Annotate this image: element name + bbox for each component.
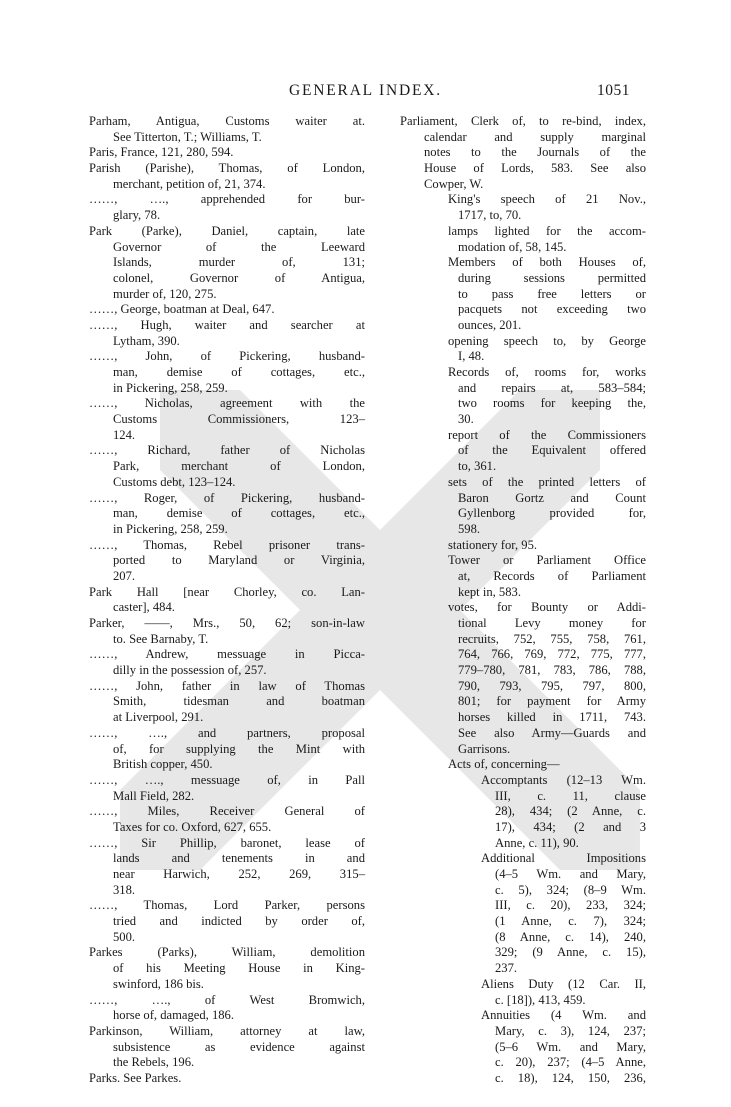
index-line: Parkinson, William, attorney at law, xyxy=(89,1023,365,1038)
index-line: Accomptants (12–13 Wm. xyxy=(481,772,646,787)
index-line: Annuities (4 Wm. and xyxy=(481,1008,646,1023)
page-header xyxy=(0,82,731,102)
index-line: 1717, to, 70. xyxy=(458,208,522,223)
index-line: sets of the printed letters of xyxy=(448,474,646,489)
index-line: 598. xyxy=(458,521,481,536)
index-line: 124. xyxy=(113,427,136,442)
index-line: Acts of, concerning— xyxy=(448,757,560,772)
index-line: kept in, 583. xyxy=(458,584,521,599)
index-line: Members of both Houses of, xyxy=(448,255,646,270)
index-line: ported to Maryland or Virginia, xyxy=(113,553,365,568)
index-line: ……, John, of Pickering, husband- xyxy=(89,349,365,364)
index-line: Islands, murder of, 131; xyxy=(113,255,365,270)
index-line: horse of, damaged, 186. xyxy=(113,1008,235,1023)
page-number: 1051 xyxy=(597,82,630,99)
index-line: ……, Miles, Receiver General of xyxy=(89,804,365,819)
index-line: in Pickering, 258, 259. xyxy=(113,380,228,395)
index-line: 207. xyxy=(113,568,136,583)
index-line: near Harwich, 252, 269, 315– xyxy=(113,867,365,881)
index-line: I, 48. xyxy=(458,349,485,364)
index-line: swinford, 186 bis. xyxy=(113,976,204,991)
index-line: of, for supplying the Mint with xyxy=(113,741,365,756)
index-line: Taxes for co. Oxford, 627, 655. xyxy=(113,819,272,834)
index-line: Governor of the Leeward xyxy=(113,239,365,254)
index-line: ……, Roger, of Pickering, husband- xyxy=(89,490,365,505)
index-line: Park Hall [near Chorley, co. Lan- xyxy=(89,584,365,599)
index-line: Aliens Duty (12 Car. II, xyxy=(481,976,646,991)
index-line: (4–5 Wm. and Mary, xyxy=(495,867,646,881)
index-line: lamps lighted for the accom- xyxy=(448,223,646,238)
index-line: ……, Hugh, waiter and searcher at xyxy=(89,317,365,332)
index-line: report of the Commissioners xyxy=(448,427,646,442)
index-line: Parkes (Parks), William, demolition xyxy=(89,945,365,960)
index-line: Lytham, 390. xyxy=(113,333,180,348)
index-line: House of Lords, 583. See also xyxy=(424,161,646,176)
index-line: See Titterton, T.; Williams, T. xyxy=(113,129,262,144)
index-line: Parham, Antigua, Customs waiter at. xyxy=(89,114,365,128)
index-line: Garrisons. xyxy=(458,741,511,756)
index-line: 30. xyxy=(458,412,474,427)
index-column-left xyxy=(89,114,365,1087)
index-line: to, 361. xyxy=(458,459,497,474)
index-line: recruits, 752, 755, 758, 761, xyxy=(458,631,646,646)
index-line: during sessions permitted xyxy=(458,270,646,285)
index-line: Park, merchant of London, xyxy=(113,459,365,474)
index-line: ……, …., and partners, proposal xyxy=(89,725,365,740)
index-line: Gyllenborg provided for, xyxy=(458,506,646,521)
index-line: to pass free letters or xyxy=(458,286,646,301)
index-line: 28), 434; (2 Anne, c. xyxy=(495,804,646,819)
index-line: ……, Sir Phillip, baronet, lease of xyxy=(89,835,365,850)
index-line: III, c. 11, clause xyxy=(495,788,646,803)
index-line: to. See Barnaby, T. xyxy=(113,631,209,646)
index-line: 17), 434; (2 and 3 xyxy=(495,819,646,834)
index-line: subsistence as evidence against xyxy=(113,1039,365,1054)
index-line: Additional Impositions xyxy=(481,851,646,866)
index-line: Park (Parke), Daniel, captain, late xyxy=(89,223,365,238)
index-line: ……, Thomas, Lord Parker, persons xyxy=(89,898,365,913)
index-line: Cowper, W. xyxy=(424,176,484,191)
index-line: dilly in the possession of, 257. xyxy=(113,663,267,678)
index-line: and repairs at, 583–584; xyxy=(458,380,646,395)
index-line: ……, …., of West Bromwich, xyxy=(89,992,365,1007)
index-line: of his Meeting House in King- xyxy=(113,961,365,976)
index-line: Customs debt, 123–124. xyxy=(113,474,236,489)
index-line: pacquets not exceeding two xyxy=(458,302,646,317)
index-line: British copper, 450. xyxy=(113,757,213,772)
index-line: of the Equivalent offered xyxy=(458,443,646,458)
index-line: (1 Anne, c. 7), 324; xyxy=(495,914,646,929)
index-line: horses killed in 1711, 743. xyxy=(458,710,646,725)
index-line: c. 20), 237; (4–5 Anne, xyxy=(495,1055,646,1070)
index-line: ……, …., apprehended for bur- xyxy=(89,192,365,207)
index-line: merchant, petition of, 21, 374. xyxy=(113,176,266,191)
index-line: Parks. See Parkes. xyxy=(89,1070,182,1085)
index-line: Paris, France, 121, 280, 594. xyxy=(89,145,234,160)
index-line: the Rebels, 196. xyxy=(113,1055,195,1070)
index-line: Customs Commissioners, 123– xyxy=(113,412,365,427)
index-line: opening speech to, by George xyxy=(448,333,646,348)
index-line: 329; (9 Anne, c. 15), xyxy=(495,945,646,960)
index-line: c. [18]), 413, 459. xyxy=(495,992,586,1007)
index-line: (5–6 Wm. and Mary, xyxy=(495,1039,646,1054)
index-line: man, demise of cottages, etc., xyxy=(113,365,365,379)
index-line: Baron Gortz and Count xyxy=(458,490,646,505)
index-line: c. 5), 324; (8–9 Wm. xyxy=(495,882,646,897)
index-line: 790, 793, 795, 797, 800, xyxy=(458,678,646,693)
index-line: Tower or Parliament Office xyxy=(448,553,646,568)
index-line: colonel, Governor of Antigua, xyxy=(113,270,365,285)
index-line: two rooms for keeping the, xyxy=(458,396,646,411)
index-line: stationery for, 95. xyxy=(448,537,538,552)
index-line: Smith, tidesman and boatman xyxy=(113,694,365,709)
running-title: GENERAL INDEX. xyxy=(289,82,442,99)
index-line: Records of, rooms for, works xyxy=(448,365,646,379)
index-line: at Liverpool, 291. xyxy=(113,710,204,725)
index-line: ounces, 201. xyxy=(458,317,522,332)
index-line: III, c. 20), 233, 324; xyxy=(495,898,646,913)
index-line: at, Records of Parliament xyxy=(458,568,646,583)
index-line: ……, Thomas, Rebel prisoner trans- xyxy=(89,537,365,552)
index-line: 318. xyxy=(113,882,136,897)
index-line: caster], 484. xyxy=(113,600,175,615)
index-line: ……, Nicholas, agreement with the xyxy=(89,396,365,411)
index-line: 764, 766, 769, 772, 775, 777, xyxy=(458,647,646,662)
index-line: 801; for payment for Army xyxy=(458,694,646,709)
index-line: Anne, c. 11), 90. xyxy=(495,835,579,850)
index-line: votes, for Bounty or Addi- xyxy=(448,600,646,615)
index-line: Parish (Parishe), Thomas, of London, xyxy=(89,161,365,176)
index-line: lands and tenements in and xyxy=(113,851,365,866)
index-line: See also Army—Guards and xyxy=(458,725,646,740)
index-line: calendar and supply marginal xyxy=(424,129,646,144)
index-line: 237. xyxy=(495,961,518,976)
index-line: 779–780, 781, 783, 786, 788, xyxy=(458,663,646,678)
index-line: Mary, c. 3), 124, 237; xyxy=(495,1023,646,1038)
index-line: tried and indicted by order of, xyxy=(113,914,365,929)
index-line: ……, George, boatman at Deal, 647. xyxy=(89,302,275,317)
index-line: ……, Richard, father of Nicholas xyxy=(89,443,365,458)
index-column-right xyxy=(400,114,646,1087)
index-line: Mall Field, 282. xyxy=(113,788,195,803)
index-line: Parker, ——, Mrs., 50, 62; son-in-law xyxy=(89,616,365,630)
index-line: (8 Anne, c. 14), 240, xyxy=(495,929,646,944)
index-line: ……, John, father in law of Thomas xyxy=(89,678,365,693)
index-line: King's speech of 21 Nov., xyxy=(448,192,646,207)
index-line: 500. xyxy=(113,929,136,944)
index-line: man, demise of cottages, etc., xyxy=(113,506,365,521)
index-line: ……, Andrew, messuage in Picca- xyxy=(89,647,365,662)
index-line: c. 18), 124, 150, 236, xyxy=(495,1070,646,1085)
index-line: notes to the Journals of the xyxy=(424,145,646,160)
index-line: ……, …., messuage of, in Pall xyxy=(89,772,365,787)
index-line: glary, 78. xyxy=(113,208,161,223)
index-line: in Pickering, 258, 259. xyxy=(113,521,228,536)
index-line: murder of, 120, 275. xyxy=(113,286,217,301)
index-line: modation of, 58, 145. xyxy=(458,239,567,254)
index-line: tional Levy money for xyxy=(458,616,646,630)
index-line: Parliament, Clerk of, to re-bind, index, xyxy=(400,114,646,128)
